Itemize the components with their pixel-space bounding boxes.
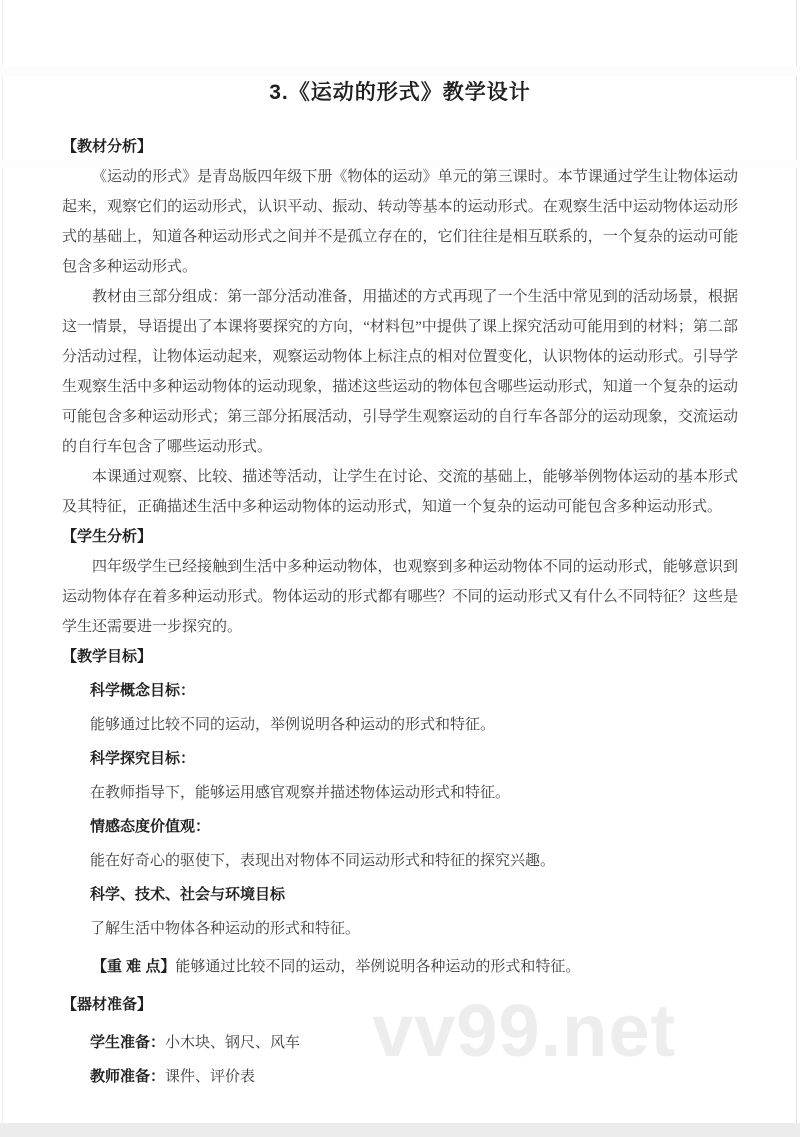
- objective-body-attitude-values: 能在好奇心的驱使下，表现出对物体不同运动形式和特征的探究兴趣。: [90, 853, 556, 869]
- section-heading-teaching-objectives: 【教学目标】: [62, 648, 153, 665]
- objective-body-science-concept: 能够通过比较不同的运动，举例说明各种运动的形式和特征。: [90, 717, 496, 733]
- objective-body-sts-environment: 了解生活中物体各种运动的形式和特征。: [90, 921, 361, 937]
- textbook-analysis-paragraph-1: 《运动的形式》是青岛版四年级下册《物体的运动》单元的第三课时。本节课通过学生让物体运动起来，观察它们的运动形式，认识平动、振动、转动等基本的运动形式。在观察生活中运动物体运动形式的基础上，知道各种运动形式之间并不是孤立存在的，它们往往是相互联系的，一个复杂的运动可能包含多种运动形式。: [62, 169, 738, 275]
- textbook-analysis-paragraph-3: 本课通过观察、比较、描述等活动，让学生在讨论、交流的基础上，能够举例物体运动的基本形式及其特征，正确描述生活中多种运动物体的运动形式，知道一个复杂的运动可能包含多种运动形式。: [62, 469, 738, 515]
- equipment-value-teacher: 课件、评价表: [165, 1069, 256, 1085]
- section-heading-student-analysis: 【学生分析】: [62, 528, 153, 545]
- section-heading-textbook-analysis: 【教材分析】: [62, 138, 153, 155]
- equipment-spacer-1: [62, 1020, 738, 1028]
- page-bottom-edge: [0, 1123, 800, 1137]
- page-right-edge: [796, 0, 797, 1137]
- objective-body-science-inquiry: 在教师指导下，能够运用感官观察并描述物体运动形式和特征。: [90, 785, 511, 801]
- page-left-edge: [2, 0, 3, 1137]
- site-watermark: vv99.net: [372, 989, 677, 1072]
- equipment-value-student: 小木块、钢尺、风车: [165, 1035, 301, 1051]
- objective-label-science-concept: 科学概念目标：: [90, 682, 196, 699]
- objective-label-science-inquiry: 科学探究目标：: [90, 750, 196, 767]
- equipment-label-student: 学生准备：: [90, 1034, 166, 1051]
- equipment-label-teacher: 教师准备：: [90, 1068, 166, 1085]
- keypoint-spacer: [62, 944, 738, 952]
- page-title: 3.《运动的形式》教学设计: [269, 81, 531, 104]
- equipment-spacer-top: [62, 982, 738, 990]
- document-content: [62, 0, 738, 1092]
- key-difficulty-line: [62, 952, 738, 982]
- section-heading-equipment: 【器材准备】: [62, 996, 153, 1013]
- textbook-analysis-paragraph-2: 教材由三部分组成：第一部分活动准备，用描述的方式再现了一个生活中常见到的活动场景，根据这一情景，导语提出了本课将要探究的方向，“材料包”中提供了课上探究活动可能用到的材料；第二部分活动过程，让物体运动起来，观察运动物体上标注点的相对位置变化，认识物体的运动形式。引导学生观察生活中多种运动物体的运动现象，描述这些运动的物体包含哪些运动形式，知道一个复杂的运动可能包含多种运动形式；第三部分拓展活动，引导学生观察运动的自行车各部分的运动现象，交流运动的自行车包含了哪些运动形式。: [62, 289, 738, 455]
- objective-label-attitude-values: 情感态度价值观：: [90, 818, 211, 835]
- key-difficulty-body: 能够通过比较不同的运动，举例说明各种运动的形式和特征。: [175, 959, 581, 975]
- title-spacer: [62, 106, 738, 132]
- equipment-row-teacher: [62, 1062, 738, 1092]
- student-analysis-paragraph-1: 四年级学生已经接触到生活中多种运动物体，也观察到多种运动物体不同的运动形式，能够意识到运动物体存在着多种运动形式。物体运动的形式都有哪些？不同的运动形式又有什么不同特征？这些是学生还需要进一步探究的。: [62, 559, 738, 635]
- key-difficulty-label: 【重 难 点】: [92, 958, 176, 975]
- objective-label-sts-environment: 科学、技术、社会与环境目标: [90, 886, 286, 903]
- equipment-row-student: [62, 1028, 738, 1058]
